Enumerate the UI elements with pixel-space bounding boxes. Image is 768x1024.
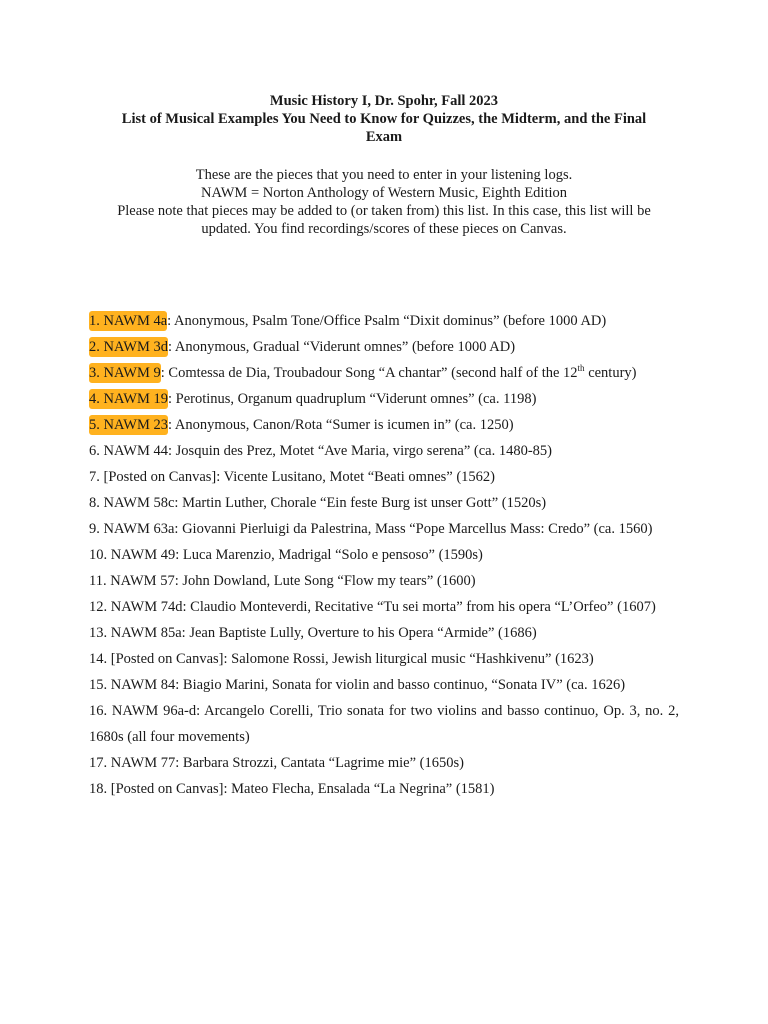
list-item	[89, 412, 679, 438]
list-item	[89, 594, 679, 620]
list-item	[89, 516, 679, 542]
item-code: 8. NAWM 58c	[89, 495, 175, 511]
intro-paragraph	[80, 166, 688, 238]
list-item	[89, 672, 679, 698]
item-code: 15. NAWM 84	[89, 677, 176, 693]
item-code: 2. NAWM 3d	[89, 339, 168, 355]
intro-line-2: NAWM = Norton Anthology of Western Music, Eighth Edition	[200, 185, 568, 201]
item-text: : Barbara Strozzi, Cantata “Lagrime mie” (1650s)	[175, 755, 464, 771]
title-line-2: List of Musical Examples You Need to Know for Quizzes, the Midterm, and the Final	[121, 111, 647, 127]
title-line-1: Music History I, Dr. Spohr, Fall 2023	[269, 93, 499, 109]
item-text: : Luca Marenzio, Madrigal “Solo e pensoso” (1590s)	[175, 547, 483, 563]
item-code: 10. NAWM 49	[89, 547, 176, 563]
list-item	[89, 386, 679, 412]
item-text: : Anonymous, Psalm Tone/Office Psalm “Dixit dominus” (before 1000 AD)	[167, 313, 607, 329]
item-code: 16. NAWM 96a-d	[89, 703, 197, 719]
item-text: : Anonymous, Gradual “Viderunt omnes” (before 1000 AD)	[168, 339, 516, 355]
document-title	[80, 92, 688, 146]
list-item	[89, 698, 679, 750]
item-code: 17. NAWM 77	[89, 755, 176, 771]
item-text: : John Dowland, Lute Song “Flow my tears” (1600)	[174, 573, 476, 589]
title-line-3: Exam	[365, 129, 403, 145]
item-text: : Salomone Rossi, Jewish liturgical music “Hashkivenu” (1623)	[223, 651, 594, 667]
item-text: : Martin Luther, Chorale “Ein feste Burg ist unser Gott” (1520s)	[174, 495, 547, 511]
item-text: : Josquin des Prez, Motet “Ave Maria, virgo serena” (ca. 1480-85)	[168, 443, 553, 459]
item-text: : Jean Baptiste Lully, Overture to his Opera “Armide” (1686)	[181, 625, 537, 641]
list-item	[89, 646, 679, 672]
intro-line-1: These are the pieces that you need to enter in your listening logs.	[195, 167, 573, 183]
list-item	[89, 438, 679, 464]
list-item	[89, 490, 679, 516]
item-text-after: century)	[584, 365, 637, 381]
item-code: 5. NAWM 23	[89, 417, 168, 433]
item-text: : Anonymous, Canon/Rota “Sumer is icumen in” (ca. 1250)	[168, 417, 514, 433]
item-code: 7. [Posted on Canvas]	[89, 469, 217, 485]
item-code: 1. NAWM 4a	[89, 313, 168, 329]
item-code: 14. [Posted on Canvas]	[89, 651, 224, 667]
list-item	[89, 542, 679, 568]
item-text: : Vicente Lusitano, Motet “Beati omnes” (1562)	[216, 469, 495, 485]
item-text: : Claudio Monteverdi, Recitative “Tu sei morta” from his opera “L’Orfeo” (1607)	[182, 599, 656, 615]
list-item	[89, 620, 679, 646]
list-item	[89, 308, 679, 334]
intro-line-3: Please note that pieces may be added to (or taken from) this list. In this case, this list will be	[117, 203, 651, 219]
list-item	[89, 568, 679, 594]
intro-line-4: updated. You find recordings/scores of these pieces on Canvas.	[201, 221, 567, 237]
item-text: : Mateo Flecha, Ensalada “La Negrina” (1581)	[223, 781, 495, 797]
list-item	[89, 334, 679, 360]
item-code: 13. NAWM 85a	[89, 625, 182, 641]
item-text: : Comtessa de Dia, Troubadour Song “A chantar” (second half of the 12	[160, 365, 578, 381]
item-code: 12. NAWM 74d	[89, 599, 183, 615]
list-item	[89, 360, 679, 386]
item-text: : Giovanni Pierluigi da Palestrina, Mass “Pope Marcellus Mass: Credo” (ca. 1560)	[174, 521, 653, 537]
item-superscript: th	[577, 363, 585, 374]
list-item	[89, 750, 679, 776]
list-item	[89, 776, 679, 802]
item-code: 9. NAWM 63a	[89, 521, 175, 537]
item-code: 6. NAWM 44	[89, 443, 168, 459]
item-code: 18. [Posted on Canvas]	[89, 781, 224, 797]
item-text: : Arcangelo Corelli, Trio sonata for two violins and basso continuo, Op. 3, no. 2, 1680s (all four movements)	[89, 703, 679, 745]
item-text: : Perotinus, Organum quadruplum “Viderunt omnes” (ca. 1198)	[168, 391, 537, 407]
item-code: 4. NAWM 19	[89, 391, 168, 407]
musical-examples-list	[89, 308, 679, 802]
item-code: 3. NAWM 9	[89, 365, 161, 381]
item-code: 11. NAWM 57	[89, 573, 175, 589]
list-item	[89, 464, 679, 490]
item-text: : Biagio Marini, Sonata for violin and basso continuo, “Sonata IV” (ca. 1626)	[175, 677, 626, 693]
